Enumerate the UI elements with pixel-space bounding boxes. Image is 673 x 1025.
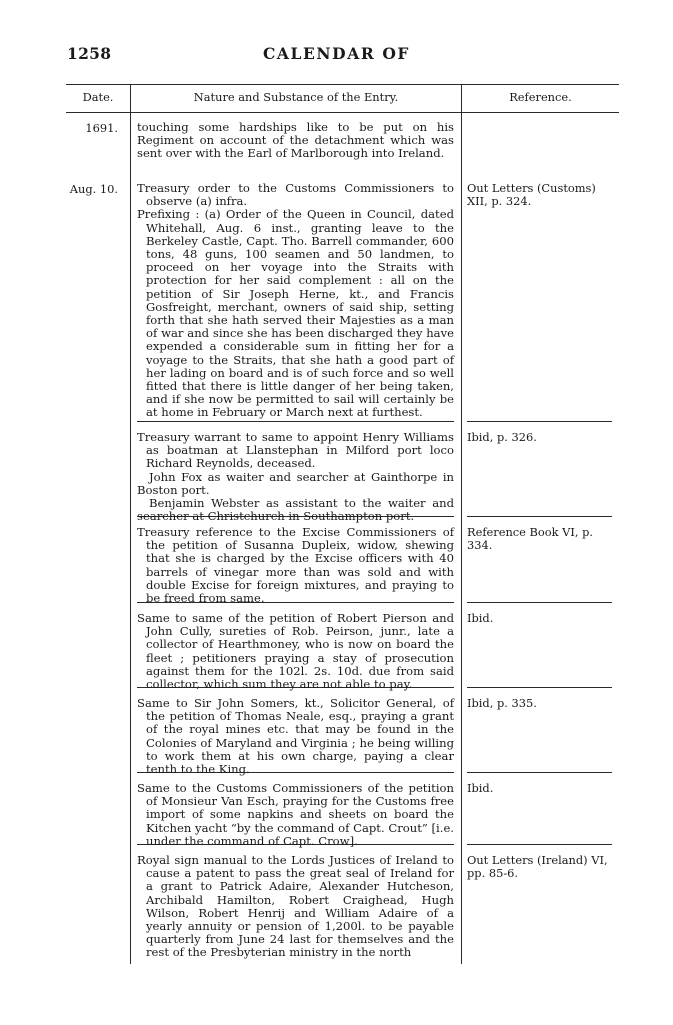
column-header-reference: Reference. (509, 90, 572, 104)
entry-paragraph: Royal sign manual to the Lords Justices of Ireland to cause a patent to pass the great seal of Ireland for a grant to Patrick Adaire, Alexander Hutcheson, Archibald Hamilton, Robert Craighead, Hugh Wilson, Robert Henrij and William Adaire of a yearly annuity or pension of 1,200l. to be payable quarterly from June 24 last for themselves and the rest of the Presbyterian ministry in the north (137, 853, 454, 960)
entry-paragraph: Treasury order to the Customs Commissioners to observe (a) infra. (137, 181, 454, 209)
column-divider-date (130, 84, 131, 964)
entry-text (137, 182, 454, 420)
entry-text (137, 526, 454, 605)
entry-paragraph: Same to Sir John Somers, kt., Solicitor General, of the petition of Thomas Neale, esq., praying a grant of the royal mines etc. that may be found in the Colonies of Maryland and Virginia ; he being willing to work them at his own charge, paying a clear tenth to the King. (137, 696, 454, 777)
entry-text (137, 612, 454, 691)
entry-text (137, 854, 454, 960)
entry-paragraph: touching some hardships like to be put on his Regiment on account of the detachment which was sent over with the Earl of Marlborough into Ireland. (137, 120, 454, 161)
running-title: CALENDAR OF (262, 44, 411, 63)
column-header-nature: Nature and Substance of the Entry. (193, 90, 399, 104)
page-number: 1258 (67, 44, 112, 63)
entry-text (137, 782, 454, 848)
row-separator (467, 687, 612, 688)
row-separator (137, 421, 454, 422)
entry-text (137, 121, 454, 161)
entry-text (137, 697, 454, 776)
entry-paragraph: Treasury warrant to same to appoint Henry Williams as boatman at Llanstephan in Milford port loco Richard Reynolds, deceased. (137, 430, 454, 471)
entry-paragraph: Same to the Customs Commissioners of the petition of Monsieur Van Esch, praying for the Customs free import of some napkins and sheets on board the Kitchen yacht “by the command of Capt. Crout” [i.e. under the command of Capt. Crow]. (137, 781, 454, 848)
entry-reference: Out Letters (Customs) XII, p. 324. (467, 181, 596, 209)
entry-paragraph: Benjamin Webster as assistant to the waiter and searcher at Christchurch in Southampton port. (137, 496, 454, 524)
calendar-table (66, 84, 619, 964)
header-bottom-rule (66, 112, 619, 113)
row-separator (467, 772, 612, 773)
entry-paragraph: Treasury reference to the Excise Commissioners of the petition of Susanna Dupleix, widow, shewing that she is charged by the Excise officers with 40 barrels of vinegar more than was sold and with double Excise for foreign mixtures, and praying to be freed from same. (137, 525, 454, 606)
column-header-date: Date. (82, 90, 114, 104)
row-separator (467, 602, 612, 603)
entry-date: Aug. 10. (69, 182, 118, 196)
entry-paragraph: Prefixing : (a) Order of the Queen in Council, dated Whitehall, Aug. 6 inst., granting leave to the Berkeley Castle, Capt. Tho. Barrell commander, 600 tons, 48 guns, 100 seamen and 50 landmen, to proceed on her voyage into the Straits with protection for her said complement : all on the petition of Sir Joseph Herne, kt., and Francis Gosfreight, merchant, owners of said ship, setting forth that she hath served their Majesties as a man of war and since she has been discharged they have expended a considerable sum in fitting her for a voyage to the Straits, that she hath a good part of her lading on board and is of such force and so well fitted that there is little danger of her being taken, and if she now be permitted to sail will certainly be at home in February or March next at furthest. (137, 207, 454, 420)
row-separator (467, 844, 612, 845)
entry-date: 1691. (85, 121, 118, 135)
row-separator (467, 516, 612, 517)
page-header (0, 0, 673, 68)
entry-reference: Ibid, p. 326. (467, 430, 537, 444)
row-separator (467, 421, 612, 422)
entry-reference: Ibid. (467, 781, 494, 795)
entry-reference: Ibid, p. 335. (467, 696, 537, 710)
entry-paragraph: John Fox as waiter and searcher at Gainthorpe in Boston port. (137, 469, 454, 497)
table-top-rule (66, 84, 619, 85)
entry-reference: Out Letters (Ireland) VI, pp. 85-6. (467, 853, 608, 881)
entry-text (137, 431, 454, 523)
entry-reference: Ibid. (467, 611, 494, 625)
column-divider-reference (461, 84, 462, 964)
entry-reference: Reference Book VI, p. 334. (467, 525, 594, 553)
entry-paragraph: Same to same of the petition of Robert Pierson and John Cully, sureties of Rob. Peirson, junr., late a collector of Hearthmoney, who is now on board the fleet ; petitioners praying a stay of prosecution against them for the 102l. 2s. 10d. due from said collector, which sum they are not able to pay. (137, 611, 454, 692)
